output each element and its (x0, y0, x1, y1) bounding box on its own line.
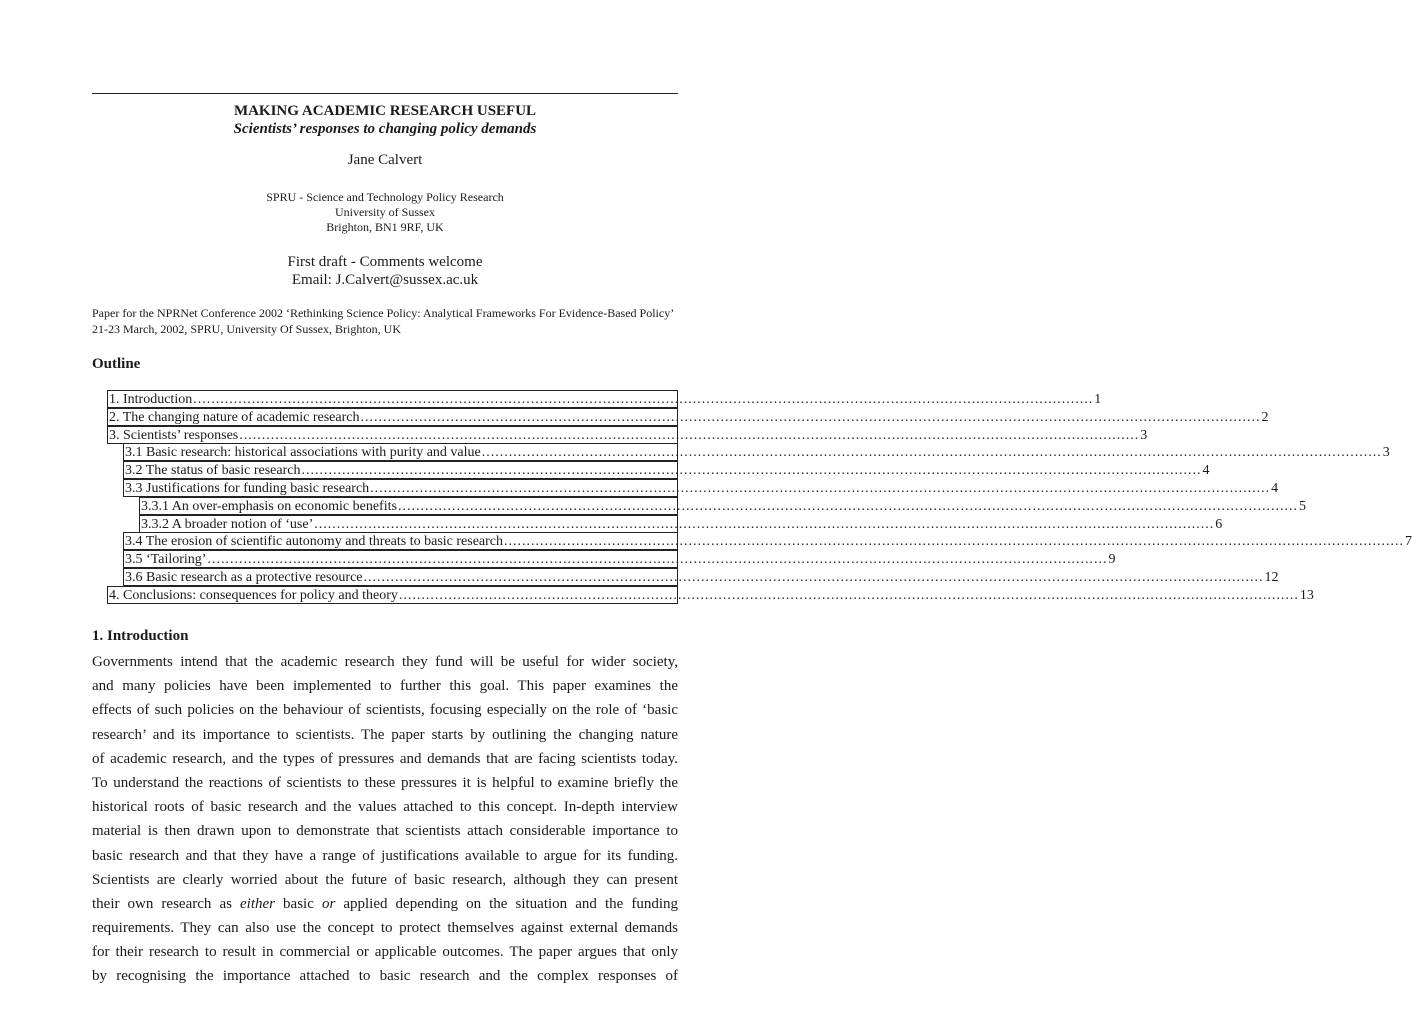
toc-leader-dots: ........................................................................................................................................................................................................ (370, 481, 1271, 496)
toc-leader-dots: ........................................................................................................................................................................................................ (314, 516, 1215, 532)
affiliation-line: University of Sussex (335, 205, 435, 219)
body-line: material is then drawn upon to demonstrate that scientists attach considerable importance to (92, 823, 678, 840)
toc-leader-dots: ........................................................................................................................................................................................................ (363, 570, 1264, 585)
toc-entry[interactable] (123, 568, 1279, 586)
section-heading: 1. Introduction (92, 628, 189, 644)
affiliation-line: SPRU - Science and Technology Policy Research (266, 190, 504, 204)
toc-entry-title: 3.3.1 An over-emphasis on economic benefits (141, 498, 397, 514)
body-text-fragment: applied depending on the situation and the funding (335, 895, 678, 912)
toc-entry-page: 7 (1405, 534, 1412, 550)
draft-block (92, 253, 678, 289)
outline-heading: Outline (92, 356, 141, 372)
toc-entry-title: 3.2 The status of basic research (125, 463, 301, 479)
toc-entry-title: 2. The changing nature of academic research (109, 409, 360, 425)
emphasis-text: either (240, 895, 275, 912)
toc-entry[interactable] (107, 408, 1269, 426)
toc-entry-title: 3.3 Justifications for funding basic research (125, 481, 370, 496)
toc-entry-title: 4. Conclusions: consequences for policy and theory (109, 587, 398, 603)
toc-entry-title: 3.5 ‘Tailoring’ (125, 552, 207, 568)
body-line: by recognising the importance attached to basic research and the complex responses of (92, 968, 678, 985)
toc-entry-page: 6 (1215, 516, 1223, 532)
toc-leader-dots: ........................................................................................................................................................................................................ (481, 445, 1382, 461)
body-text-fragment: basic (275, 895, 322, 912)
toc-entry[interactable] (123, 550, 1116, 568)
toc-entry-title: 3.4 The erosion of scientific autonomy and threats to basic research (125, 534, 504, 550)
body-line: effects of such policies on the behaviour of scientists, focusing especially on the role of ‘basic (92, 702, 678, 719)
toc-entry-title: 3. Scientists’ responses (109, 427, 239, 443)
toc-entry-title: 3.3.2 A broader notion of ‘use’ (141, 516, 314, 532)
body-line: Governments intend that the academic research they fund will be useful for wider society, (92, 654, 678, 670)
body-text-fragment: their own research as (92, 895, 240, 912)
conference-note: Paper for the NPRNet Conference 2002 ‘Rethinking Science Policy: Analytical Frameworks For Evidence-Based Policy’ 21-23 March, 2002, SPRU, University Of Sussex, Brighton, UK (92, 306, 674, 336)
toc-leader-dots: ........................................................................................................................................................................................................ (397, 498, 1298, 514)
affiliation (92, 190, 678, 235)
toc-entry[interactable] (139, 497, 1306, 515)
toc-entry[interactable] (123, 461, 1210, 479)
toc-entry-page: 4 (1202, 463, 1210, 479)
toc-entry-title: 3.6 Basic research as a protective resource (125, 570, 363, 585)
top-rule (92, 93, 678, 94)
toc-entry[interactable] (123, 443, 1390, 461)
emphasis-text: or (321, 895, 336, 912)
body-line: historical roots of basic research and the values attached to this concept. In-depth interview (92, 799, 678, 816)
toc-entry[interactable] (123, 532, 1412, 550)
toc-leader-dots: ........................................................................................................................................................................................................ (301, 463, 1202, 479)
toc-entry[interactable] (139, 515, 1223, 533)
toc-entry-page: 12 (1264, 570, 1279, 585)
body-line: for their research to result in commercial or applicable outcomes. The paper argues that only (92, 944, 678, 961)
body-line: Scientists are clearly worried about the future of basic research, although they can present (92, 871, 678, 888)
author-name: Jane Calvert (347, 152, 423, 168)
body-line (92, 892, 678, 916)
email-line: Email: J.Calvert@sussex.ac.uk (291, 272, 479, 288)
body-line: and many policies have been implemented to further this goal. This paper examines the (92, 678, 678, 695)
toc-leader-dots: ........................................................................................................................................................................................................ (207, 552, 1108, 568)
affiliation-line: Brighton, BN1 9RF, UK (326, 220, 444, 234)
toc-entry-page: 4 (1271, 481, 1279, 496)
toc-entry-page: 3 (1140, 427, 1148, 443)
toc-entry[interactable] (107, 390, 1102, 408)
toc-entry-page: 9 (1108, 552, 1116, 568)
body-line: To understand the reactions of scientists to these pressures it is helpful to examine briefly the (92, 774, 678, 791)
toc-leader-dots: ........................................................................................................................................................................................................ (193, 392, 1094, 407)
section-body (92, 650, 678, 989)
body-line: of academic research, and the types of pressures and demands that are facing scientists today. (92, 750, 678, 767)
toc-entry-page: 2 (1261, 409, 1269, 425)
body-line: basic research and that they have a range of justifications available to argue for its funding. (92, 847, 678, 864)
draft-note: First draft - Comments welcome (287, 254, 483, 270)
body-line: research’ and its importance to scientists. The paper starts by outlining the changing nature (92, 726, 678, 743)
paper-subtitle: Scientists’ responses to changing policy demands (233, 121, 537, 137)
toc-entry-page: 5 (1298, 498, 1306, 514)
toc-leader-dots: ........................................................................................................................................................................................................ (239, 427, 1140, 443)
body-line: requirements. They can also use the concept to protect themselves against external demands (92, 920, 678, 937)
toc-entry[interactable] (107, 586, 1314, 604)
toc-entry-title: 1. Introduction (109, 392, 193, 407)
toc-entry-page: 1 (1094, 392, 1102, 407)
toc-leader-dots: ........................................................................................................................................................................................................ (504, 534, 1405, 550)
toc-leader-dots: ........................................................................................................................................................................................................ (360, 409, 1261, 425)
toc-entry-page: 13 (1299, 587, 1314, 603)
toc-entry[interactable] (123, 479, 1279, 497)
toc-leader-dots: ........................................................................................................................................................................................................ (398, 587, 1299, 603)
toc-entry-page: 3 (1382, 445, 1390, 461)
toc-entry-title: 3.1 Basic research: historical associations with purity and value (125, 445, 481, 461)
toc-entry[interactable] (107, 426, 1148, 444)
paper-title: MAKING ACADEMIC RESEARCH USEFUL (233, 103, 537, 119)
